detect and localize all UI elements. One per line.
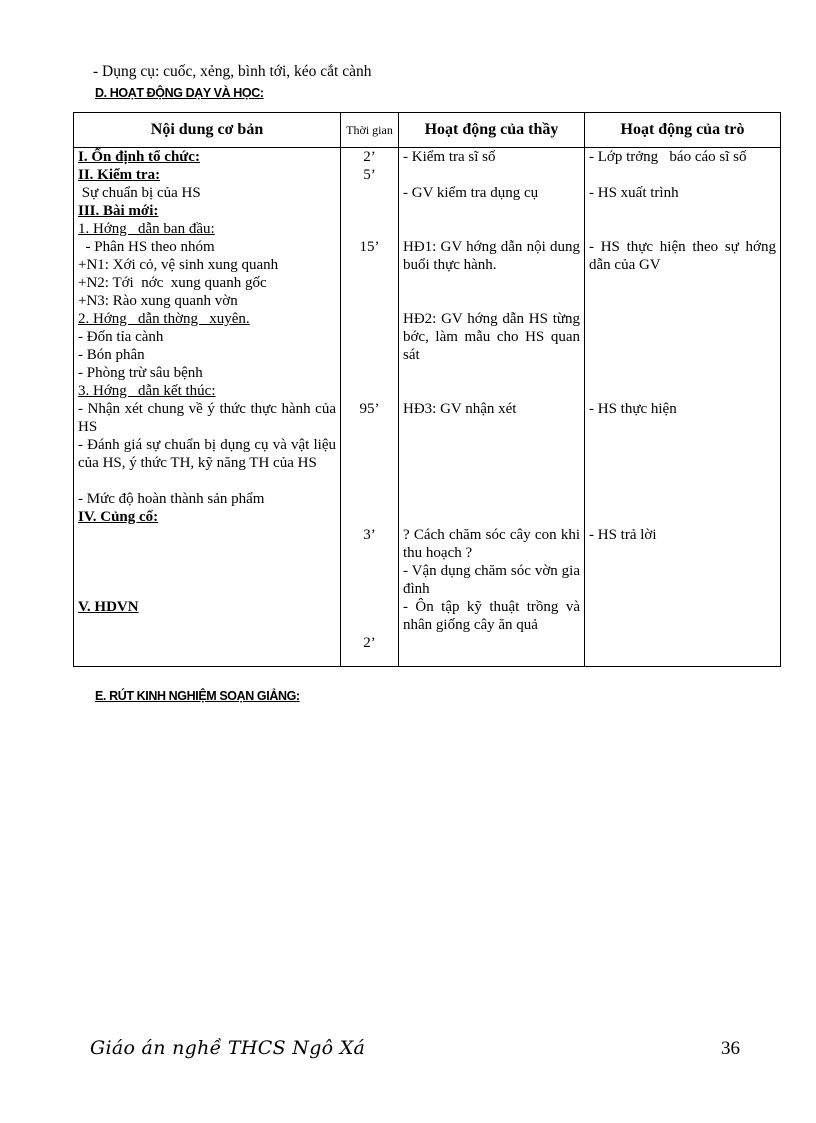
intro-line: - Dụng cụ: cuốc, xẻng, bình tới, kéo cắt cành	[93, 63, 372, 80]
section-d-heading: D. HOẠT ĐỘNG DẠY VÀ HỌC:	[95, 86, 264, 100]
footer-title: Giáo án nghề THCS Ngô Xá	[90, 1037, 366, 1059]
content-line-prune: - Đốn tỉa cành	[78, 329, 164, 345]
content-line-preparation: Sự chuẩn bị của HS	[78, 185, 201, 201]
content-line-group: - Phân HS theo nhóm	[78, 239, 215, 255]
time-cell	[341, 148, 399, 667]
student-line-answer: - HS trả lời	[589, 527, 657, 543]
content-line-final-guide: 3. Hớng dẫn kết thúc:	[78, 383, 216, 399]
time-value: 95’	[359, 401, 380, 417]
content-line-consolidation: IV. Củng cố:	[78, 509, 159, 525]
teacher-line-hd3: HĐ3: GV nhận xét	[403, 401, 517, 417]
teacher-line-check-tools: - GV kiểm tra dụng cụ	[403, 185, 539, 201]
teacher-line-attendance: - Kiểm tra sĩ số	[403, 149, 496, 165]
time-value: 2’	[363, 149, 376, 165]
student-line-report: - Lớp trởng báo cáo sĩ số	[589, 149, 747, 165]
page-number: 36	[721, 1038, 740, 1059]
teacher-line-question: ? Cách chăm sóc cây con khi thu hoạch ?	[403, 527, 580, 561]
student-line-present: - HS xuất trình	[589, 185, 679, 201]
content-line-n2: +N2: Tới nớc xung quanh gốc	[78, 275, 267, 291]
content-line-n1: +N1: Xới cỏ, vệ sinh xung quanh	[78, 257, 279, 273]
time-value: 3’	[363, 527, 376, 543]
content-line-comment: - Nhận xét chung về ý thức thực hành của HS	[78, 401, 336, 435]
teacher-line-review: - Ôn tập kỹ thuật trồng và nhân giống cây ăn quả	[403, 599, 580, 633]
teacher-cell	[399, 148, 585, 667]
teacher-line-hd1: HĐ1: GV hớng dẫn nội dung buổi thực hành.	[403, 239, 580, 273]
content-line-new-lesson: III. Bài mới:	[78, 203, 159, 219]
header-time: Thời gian	[341, 113, 399, 148]
teacher-line-apply: - Vận dụng chăm sóc vờn gia đình	[403, 563, 580, 597]
content-line-evaluate: - Đánh giá sự chuẩn bị dụng cụ và vật liệu của HS, ý thức TH, kỹ năng TH của HS	[78, 437, 336, 471]
content-line-regular-guide: 2. Hớng dẫn thờng xuyên.	[78, 311, 250, 327]
table-header-row	[74, 113, 781, 148]
time-value: 5’	[363, 167, 376, 183]
teacher-line-hd2: HĐ2: GV hớng dẫn HS từng bớc, làm mẫu cho HS quan sát	[403, 311, 580, 363]
header-student: Hoạt động của trò	[585, 113, 781, 148]
content-line-completion: - Mức độ hoàn thành sản phẩm	[78, 491, 265, 507]
student-line-follow: - HS thực hiện theo sự hớng dẫn của GV	[589, 239, 784, 273]
time-value: 2’	[363, 635, 376, 651]
header-content: Nội dung cơ bản	[74, 113, 341, 148]
content-line-homework: V. HDVN	[78, 599, 139, 615]
time-value: 15’	[359, 239, 380, 255]
content-line-check: II. Kiểm tra:	[78, 167, 161, 183]
student-line-do: - HS thực hiện	[589, 401, 677, 417]
content-line-initial-guide: 1. Hớng dẫn ban đầu:	[78, 221, 215, 237]
content-cell	[74, 148, 341, 667]
content-line-pest: - Phòng trừ sâu bệnh	[78, 365, 203, 381]
content-line-fertilize: - Bón phân	[78, 347, 145, 363]
table-row	[74, 148, 781, 667]
student-cell	[585, 148, 784, 667]
content-line-stabilize: I. Ổn định tổ chức:	[78, 149, 200, 165]
section-e-heading: E. RÚT KINH NGHIỆM SOẠN GIẢNG:	[95, 689, 300, 703]
lesson-activity-table	[73, 112, 784, 667]
content-line-n3: +N3: Rào xung quanh vờn	[78, 293, 238, 309]
header-teacher: Hoạt động của thầy	[399, 113, 585, 148]
